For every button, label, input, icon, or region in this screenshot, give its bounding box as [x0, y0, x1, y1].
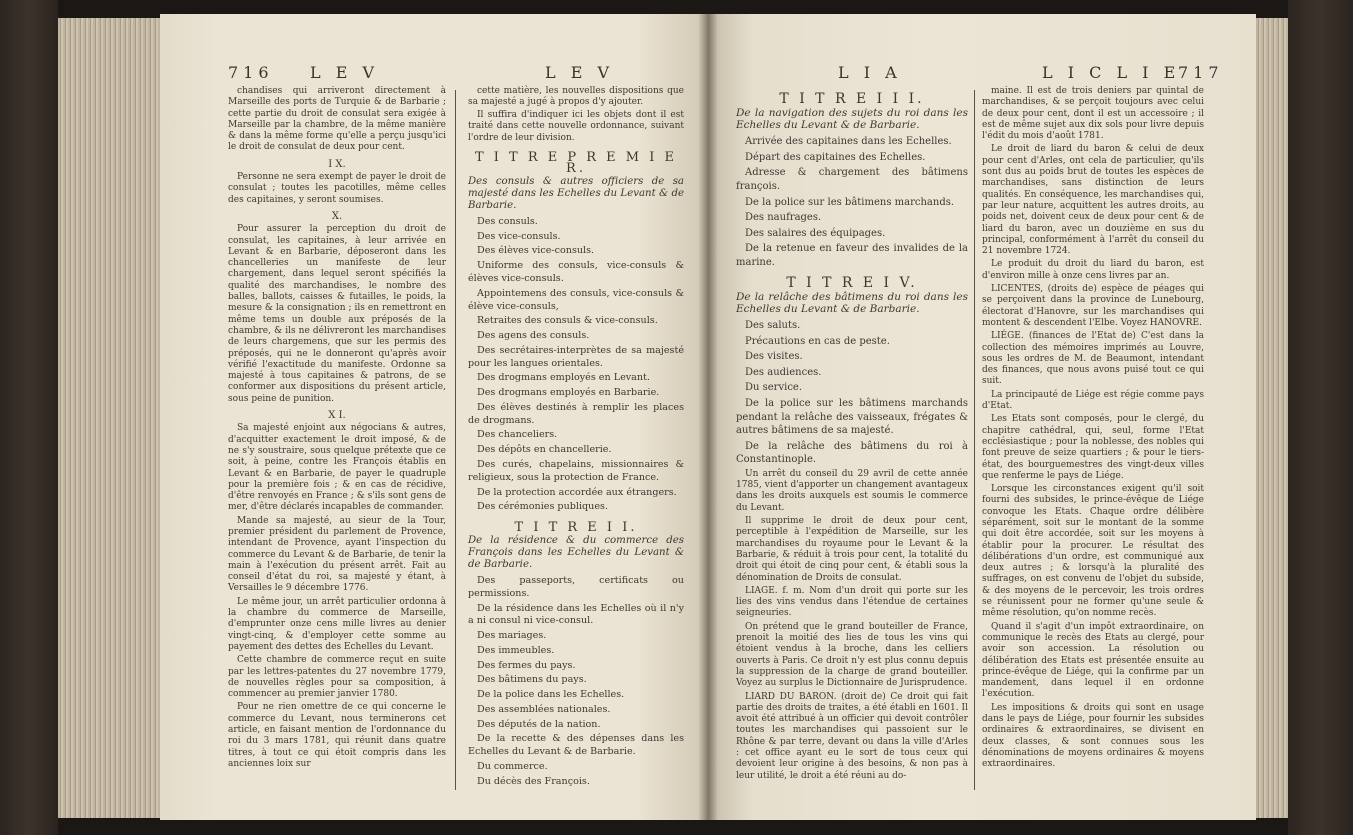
right-column-1	[736, 86, 968, 784]
paragraph: Le droit de liard du baron & celui de deux pour cent d'Arles, ont cela de particulier, qu'ils sont dus au poids brut de toutes les espèces de marchandises, sans distinction de leurs qualités. En conséquence, les marchandises qui, par leur nature, acquittent les autres droits, au poids net, doivent ceux de deux pour cent & de liard du baron, avec un douzième en sus du principal, conformément à l'arrêt du conseil du 21 novembre 1724.	[982, 144, 1204, 257]
list-item: De la police sur les bâtimens marchands.	[745, 196, 955, 208]
list-item: Des bâtimens du pays.	[477, 674, 587, 686]
article-number: X.	[331, 210, 343, 222]
paragraph: cette matière, les nouvelles dispositions que sa majesté a jugé à propos d'y ajouter.	[468, 86, 684, 108]
right-page-number: 717	[1178, 63, 1224, 82]
list-item: Des dépôts en chancellerie.	[477, 444, 612, 456]
paragraph: Lorsque les circonstances exigent qu'il soit fourni des subsides, le prince-évêque de Liége convoque les Etats. Chaque ordre délibère séparément, soit sur le montant de la somme qui doit être accordée, soit sur les moyens à établir pour la procurer. Le résultat des délibérations d'un ordre, est communiqué aux deux autres ; & lorsqu'à la pluralité des suffrages, on est convenu de l'objet du subside, & des moyens de le percevoir, les trois ordres se réunissent pour ne former qu'une seule & même résolution, qu'on nomme recès.	[982, 484, 1204, 619]
left-running-head-2: L E V	[545, 63, 615, 82]
list-item: Arrivée des capitaines dans les Echelles.	[745, 136, 952, 148]
list-item: Des chanceliers.	[477, 429, 558, 441]
list-item: Des audiences.	[745, 366, 822, 378]
paragraph: LICENTES, (droits de) espèce de péages qui se perçoivent dans la province de Lunebourg, électorat d'Hanovre, sur les marchandises qui montent & descendent l'Elbe. Voyez HANOVRE.	[982, 284, 1204, 328]
left-cover	[0, 0, 58, 835]
left-column-1	[228, 86, 446, 772]
paragraph: Le produit du droit du liard du baron, est d'environ mille à onze cens livres par an.	[982, 259, 1204, 281]
paragraph: Quand il s'agit d'un impôt extraordinaire, on communique le recès des Etats au clergé, pour avoir son accession. La résolution ou délibération des Etats est présentée ensuite au prince-évêque de Liége, qui la confirme par un mandement, dans lequel il en ordonne l'exécution.	[982, 621, 1204, 700]
list-item: Des naufrages.	[745, 212, 822, 224]
list-item: Des salaires des équipages.	[745, 227, 886, 239]
paragraph: Personne ne sera exempt de payer le droit de consulat ; toutes les pacotilles, même celles des capitaines, y seront soumises.	[228, 172, 446, 205]
list-item: Des drogmans employés en Barbarie.	[477, 387, 660, 399]
section-subtitle: De la relâche des bâtimens du roi dans les Echelles du Levant & de Barbarie.	[736, 290, 968, 315]
list-item: Des fermes du pays.	[477, 659, 576, 671]
list-item: De la résidence dans les Echelles où il n'y a ni consul ni vice-consul.	[468, 602, 684, 627]
list-item: Des députés de la nation.	[477, 718, 601, 730]
paragraph: Il supprime le droit de deux pour cent, perceptible à l'expédition de Marseille, sur les marchandises du royaume pour le Levant & la Barbarie, & réduit à trois pour cent, la totalité du droit qui étoit de cinq pour cent, & établi sous la dénomination de Droits de consulat.	[736, 516, 968, 583]
right-running-head-2: L I C L I E	[1042, 63, 1181, 82]
list-item: Du commerce.	[477, 761, 548, 772]
list-item: Des mariages.	[477, 630, 547, 642]
article-number: I X.	[328, 158, 346, 170]
list-item: De la protection accordée aux étrangers.	[477, 486, 677, 498]
list-item: Des secrétaires-interprètes de sa majesté pour les langues orientales.	[468, 344, 684, 369]
right-page-edges	[1256, 18, 1288, 818]
section-subtitle: De la navigation des sujets du roi dans les Echelles du Levant & de Barbarie.	[736, 107, 968, 132]
list-item: Des vice-consuls.	[477, 230, 561, 242]
list-item: Des curés, chapelains, missionnaires & religieux, sous la protection de France.	[468, 458, 684, 483]
list-item: Des assemblées nationales.	[477, 703, 611, 715]
list-item: Des saluts.	[745, 319, 801, 331]
article-number: X I.	[328, 410, 346, 422]
right-cover	[1288, 0, 1353, 835]
list-item: Des élèves destinés à remplir les places de drogmans.	[468, 401, 684, 426]
list-item: Des agens des consuls.	[477, 330, 590, 342]
list-item: Du service.	[745, 382, 803, 394]
column-rule-right	[974, 90, 975, 790]
left-page-number: 716	[228, 63, 274, 82]
paragraph: LIAGE. f. m. Nom d'un droit qui porte sur les lies des vins vendus dans l'étendue de certaines seigneuries.	[736, 585, 968, 619]
left-page-edges	[58, 18, 160, 818]
list-item: Des drogmans employés en Levant.	[477, 372, 650, 384]
paragraph: Mande sa majesté, au sieur de la Tour, premier président du parlement de Provence, intendant de Provence, ayant l'inspection du commerce du Levant & de Barbarie, de tenir la main à l'exécution du présent arrêt. Fait au conseil d'état du roi, sa majesté y étant, à Versailles le 9 décembre 1776.	[228, 515, 446, 594]
section-title: T I T R E P R E M I E R.	[474, 149, 678, 176]
paragraph: Le même jour, un arrêt particulier ordonna à la chambre du commerce de Marseille, d'emprunter onze cens mille livres au denier vingt-cinq, & d'employer cette somme au payement des dettes des Echelles du Levant.	[228, 596, 446, 652]
list-item: Adresse & chargement des bâtimens françois.	[736, 167, 968, 193]
list-item: Des cérémonies publiques.	[477, 501, 608, 513]
list-item: Uniforme des consuls, vice-consuls & élèves vice-consuls.	[468, 260, 684, 285]
list-item: Des visites.	[745, 351, 803, 363]
list-item: Précautions en cas de peste.	[745, 335, 890, 347]
paragraph: Pour assurer la perception du droit de consulat, les capitaines, à leur arrivée en Levant & en Barbarie, déposeront dans les chancelleries un manifeste de leur chargement, dans lequel seront spécifiés la qualité des marchandises, le nombre des balles, ballots, caisses & futailles, le poids, la mesure & la consignation ; ils en remettront en même tems un double aux préposés de la chambre, & ils ne délivreront les marchandises de leurs chargemens, que sur les permis des préposés, qui ne le donneront qu'après avoir vérifié l'exactitude du manifeste. Ordonne sa majesté à tous capitaines & patrons, de se conformer aux dispositions du présent article, sous peine de punition.	[228, 224, 446, 404]
list-item: Des consuls.	[477, 215, 538, 227]
right-column-2	[982, 86, 1204, 773]
paragraph: maine. Il est de trois deniers par quintal de marchandises, & se perçoit toujours avec celui de deux pour cent, dont il est un accessoire ; il est de même sujet aux dix sols pour livre depuis l'édit du mois d'août 1781.	[982, 86, 1204, 142]
paragraph: Sa majesté enjoint aux négocians & autres, d'acquitter exactement le droit imposé, & de ne s'y soustraire, sous quelque prétexte que ce soit, à peine, contre les François établis en Levant & en Barbarie, de payer le quadruple pour la première fois ; & en cas de récidive, d'être renvoyés en France ; & s'ils sont gens de mer, d'être déclarés incapables de commander.	[228, 423, 446, 513]
paragraph: Cette chambre de commerce reçut en suite par les lettres-patentes du 27 novembre 1779, de nouvelles règles pour sa composition, à commencer au premier janvier 1780.	[228, 655, 446, 700]
paragraph: LIARD DU BARON. (droit de) Ce droit qui fait partie des droits de traites, a été établi en 1601. Il avoit été attribué à un officier qui devoit contrôler toutes les marchandises qui passoient sur le Rhône & par terre, devant ou dans la ville d'Arles : cet office ayant eu le sort de tous ceux qui devoient leur origine à des besoins, & non pas à leur utilité, le droit a été réuni au do-	[736, 691, 968, 781]
list-item: De la relâche des bâtimens du roi à Constantinople.	[736, 440, 968, 466]
paragraph: Un arrêt du conseil du 29 avril de cette année 1785, vient d'apporter un changement avantageux dans les droits auxquels est soumis le commerce du Levant.	[736, 468, 968, 513]
section-title: T I T R E I V.	[786, 274, 918, 291]
paragraph: Il suffira d'indiquer ici les objets dont il est traité dans cette nouvelle ordonnance, suivant l'ordre de leur division.	[468, 110, 684, 143]
paragraph: Pour ne rien omettre de ce qui concerne le commerce du Levant, nous terminerons cet article, en faisant mention de l'ordonnance du roi du 3 mars 1781, qui réunit dans quatre titres, à tout ce qui étoit compris dans les anciennes loix sur	[228, 702, 446, 769]
paragraph: On prétend que le grand bouteiller de France, prenoit la moitié des lies de tous les vins qui étoient vendus à la broche, dans les celliers ouverts à Paris. Ce droit n'y est plus connu depuis la suppression de la charge de grand bouteiller. Voyez au surplus le Dictionnaire de Jurisprudence.	[736, 621, 968, 689]
column-rule-left	[455, 90, 456, 790]
list-item: Des passeports, certificats ou permissions.	[468, 575, 684, 599]
section-subtitle: De la résidence & du commerce des François dans les Echelles du Levant & de Barbarie.	[468, 535, 684, 571]
list-item: Du décès des François.	[477, 775, 590, 787]
list-item: De la recette & des dépenses dans les Echelles du Levant & de Barbarie.	[468, 733, 684, 758]
section-subtitle: Des consuls & autres officiers de sa majesté dans les Echelles du Levant & de Barbarie.	[468, 176, 684, 211]
book-gutter	[698, 14, 718, 820]
left-running-head-1: L E V	[310, 63, 380, 82]
paragraph: chandises qui arriveront directement à Marseille des ports de Turquie & de Barbarie ; cette partie du droit de consulat sera exigée à Marseille par la chambre, de la même manière & dans la même forme qu'elle a perçu jusqu'ici le droit de consulat de deux pour cent.	[228, 86, 446, 153]
right-running-head-1: L I A	[838, 63, 902, 82]
list-item: Des élèves vice-consuls.	[477, 245, 595, 257]
list-item: De la police dans les Echelles.	[477, 689, 625, 701]
section-title: T I T R E I I.	[514, 520, 638, 536]
paragraph: Les Etats sont composés, pour le clergé, du chapitre cathédral, qui, seul, forme l'Etat ecclésiastique ; pour la noblesse, des nobles qui font preuve de seize quartiers ; & pour le tiers-état, des bourguemestres des vingt-deux villes que renferme le pays de Liége.	[982, 414, 1204, 481]
list-item: Appointemens des consuls, vice-consuls & élève vice-consuls,	[468, 287, 684, 312]
left-column-2	[468, 86, 684, 791]
list-item: Retraites des consuls & vice-consuls.	[477, 315, 658, 327]
list-item: De la retenue en faveur des invalides de la marine.	[736, 243, 968, 269]
paragraph: Les impositions & droits qui sont en usage dans le pays de Liége, pour fournir les subsides ordinaires & extraordinaires, se divisent en deux classes, & sont connues sous les dénominations de moyens ordinaires & moyens extraordinaires.	[982, 702, 1204, 770]
paragraph: La principauté de Liége est régie comme pays d'Etat.	[982, 389, 1204, 412]
section-title: T I T R E I I I.	[779, 91, 925, 107]
list-item: Départ des capitaines des Echelles.	[745, 151, 926, 163]
list-item: Des immeubles.	[477, 644, 555, 656]
paragraph: LIÉGE. (finances de l'Etat de) C'est dans la collection des mémoires imprimés au Louvre, sous les ordres de M. de Beaumont, intendant des finances, que nous avons puisé tout ce qui suit.	[982, 331, 1204, 387]
list-item: De la police sur les bâtimens marchands pendant la relâche des vaisseaux, frégates & autres bâtimens de sa majesté.	[736, 397, 968, 437]
